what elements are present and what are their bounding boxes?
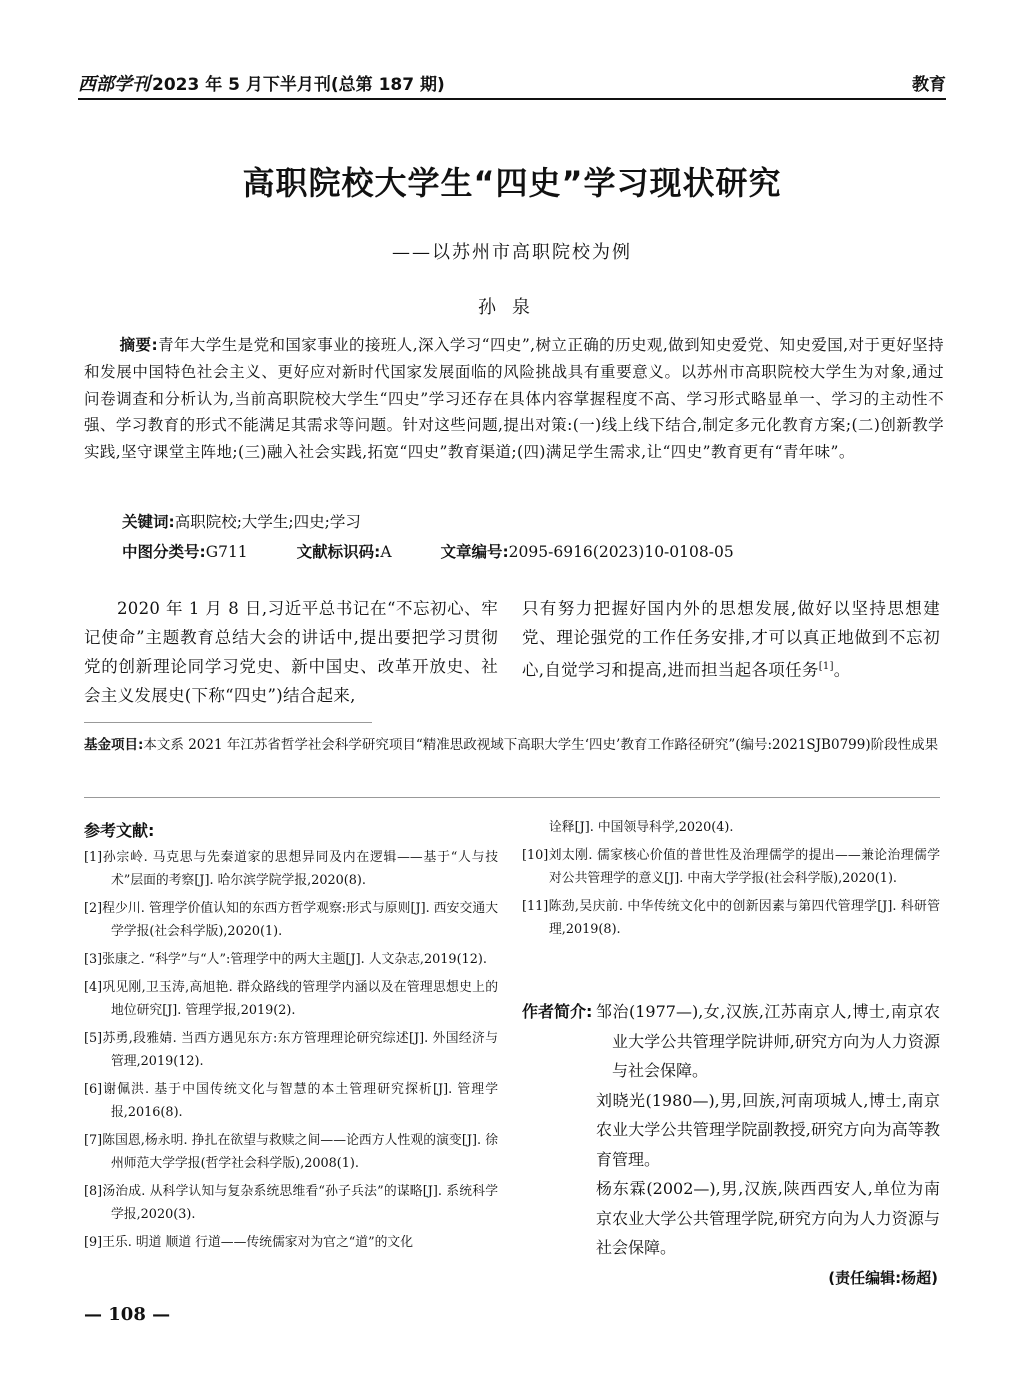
section-divider <box>84 797 940 798</box>
body-right-text: 只有努力把握好国内外的思想发展,做好以坚持思想建党、理论强党的工作任务安排,才可以真正地做到不忘初心,自觉学习和提高,进而担当起各项任务 <box>522 599 940 680</box>
article-title: 高职院校大学生“四史”学习现状研究 <box>242 164 782 202</box>
fund-label: 基金项目: <box>84 737 144 753</box>
body-text-left: 2020 年 1 月 8 日,习近平总书记在“不忘初心、牢记使命”主题教育总结大会的讲话中,提出要把学习贯彻党的创新理论同学习党史、新中国史、改革开放史、社会主义发展史(下称“四史”)结合起来, <box>84 599 498 705</box>
clc-label: 中图分类号: <box>122 543 206 561</box>
reference-item: [9]王乐. 明道 顺道 行道——传统儒家对为官之“道”的文化 <box>84 1235 414 1250</box>
body-text-right <box>522 594 940 685</box>
references-title: 参考文献: <box>84 821 155 840</box>
footnote-divider <box>84 722 372 723</box>
page-number: — 108 — <box>84 1304 171 1325</box>
keywords-text: 高职院校;大学生;四史;学习 <box>174 513 361 531</box>
article-no-value: 2095-6916(2023)10-0108-05 <box>508 543 734 561</box>
abstract-text: 青年大学生是党和国家事业的接班人,深入学习“四史”,树立正确的历史观,做到知史爱党、知史爱国,对于更好坚持和发展中国特色社会主义、更好应对新时代国家发展面临的风险挑战具有重要意义。以苏州市高职院校大学生为对象,通过问卷调查和分析认为,当前高职院校大学生“四史”学习还存在具体内容掌握程度不高、学习形式略显单一、学习的主动性不强、学习教育的形式不能满足其需求等问题。针对这些问题,提出对策:(一)线上线下结合,制定多元化教育方案;(二)创新教学实践,坚守课堂主阵地;(三)融入社会实践,拓宽“四史”教育渠道;(四)满足学生需求,让“四史”教育更有“青年味”。 <box>84 336 944 462</box>
reference-item: [7]陈国恩,杨永明. 挣扎在欲望与救赎之间——论西方人性观的演变[J]. 徐州师范大学学报(哲学社会科学版),2008(1). <box>84 1133 498 1171</box>
author-info <box>522 997 940 1263</box>
reference-item: [1]孙宗岭. 马克思与先秦道家的思想异同及内在逻辑——基于“人与技术”层面的考察[J]. 哈尔滨学院学报,2020(8). <box>84 850 498 888</box>
doc-code-label: 文献标识码: <box>296 543 381 561</box>
keywords-label: 关键词: <box>122 513 175 531</box>
author-info-label: 作者简介: <box>522 1002 593 1021</box>
doc-code-value: A <box>380 543 392 561</box>
reference-item: [10]刘太刚. 儒家核心价值的普世性及治理儒学的提出——兼论治理儒学对公共管理学的意义[J]. 中南大学学报(社会科学版),2020(1). <box>522 848 940 886</box>
reference-item: [6]谢佩洪. 基于中国传统文化与智慧的本土管理研究探析[J]. 管理学报,2016(8). <box>84 1082 498 1120</box>
article-no-label: 文章编号: <box>440 543 509 561</box>
fund-note <box>84 734 940 756</box>
author-bio: 杨东霖(2002—),男,汉族,陕西西安人,单位为南京农业大学公共管理学院,研究方向为人力资源与社会保障。 <box>596 1179 940 1257</box>
reference-item: [3]张康之. “科学”与“人”:管理学中的两大主题[J]. 人文杂志,2019(12). <box>84 952 487 967</box>
keywords <box>122 510 361 532</box>
author-bio: 邹治(1977—),女,汉族,江苏南京人,博士,南京农业大学公共管理学院讲师,研究方向为人力资源与社会保障。 <box>596 1002 940 1080</box>
fund-text: 本文系 2021 年江苏省哲学社会科学研究项目“精准思政视域下高职大学生‘四史’教育工作路径研究”(编号:2021SJB0799)阶段性成果 <box>143 737 939 753</box>
abstract-label: 摘要: <box>119 336 159 354</box>
journal-issue <box>78 70 445 96</box>
author-name: 孙泉 <box>478 297 546 318</box>
references-right <box>522 816 940 946</box>
reference-item: [11]陈劲,吴庆前. 中华传统文化中的创新因素与第四代管理学[J]. 科研管理,2019(8). <box>522 899 940 937</box>
issue-text: 2023 年 5 月下半月刊(总第 187 期) <box>152 75 445 95</box>
reference-item: [2]程少川. 管理学价值认知的东西方哲学观察:形式与原则[J]. 西安交通大学学报(社会科学版),2020(1). <box>84 901 498 939</box>
article-subtitle: ——以苏州市高职院校为例 <box>392 242 632 263</box>
reference-continuation: 诠释[J]. 中国领导科学,2020(4). <box>549 820 734 835</box>
reference-item: [4]巩见刚,卫玉涛,高旭艳. 群众路线的管理学内涵以及在管理思想史上的地位研究[J]. 管理学报,2019(2). <box>84 980 498 1018</box>
reference-item: [5]苏勇,段雅婧. 当西方遇见东方:东方管理理论研究综述[J]. 外国经济与管理,2019(12). <box>84 1031 498 1069</box>
journal-logo: 西部学刊 <box>78 74 150 95</box>
abstract <box>84 332 944 466</box>
reference-item: [8]汤治成. 从科学认知与复杂系统思维看“孙子兵法”的谋略[J]. 系统科学学报,2020(3). <box>84 1184 498 1222</box>
classification-line <box>122 540 942 562</box>
body-right-end: 。 <box>833 660 851 680</box>
running-header <box>78 62 946 100</box>
references-left <box>84 846 498 1259</box>
author-bio: 刘晓光(1980—),男,回族,河南项城人,博士,南京农业大学公共管理学院副教授,研究方向为高等教育管理。 <box>596 1090 940 1169</box>
clc-value: G711 <box>205 543 248 561</box>
citation-marker: [1] <box>818 661 834 672</box>
section-label: 教育 <box>912 75 946 95</box>
responsible-editor: (责任编辑:杨超) <box>828 1269 938 1287</box>
